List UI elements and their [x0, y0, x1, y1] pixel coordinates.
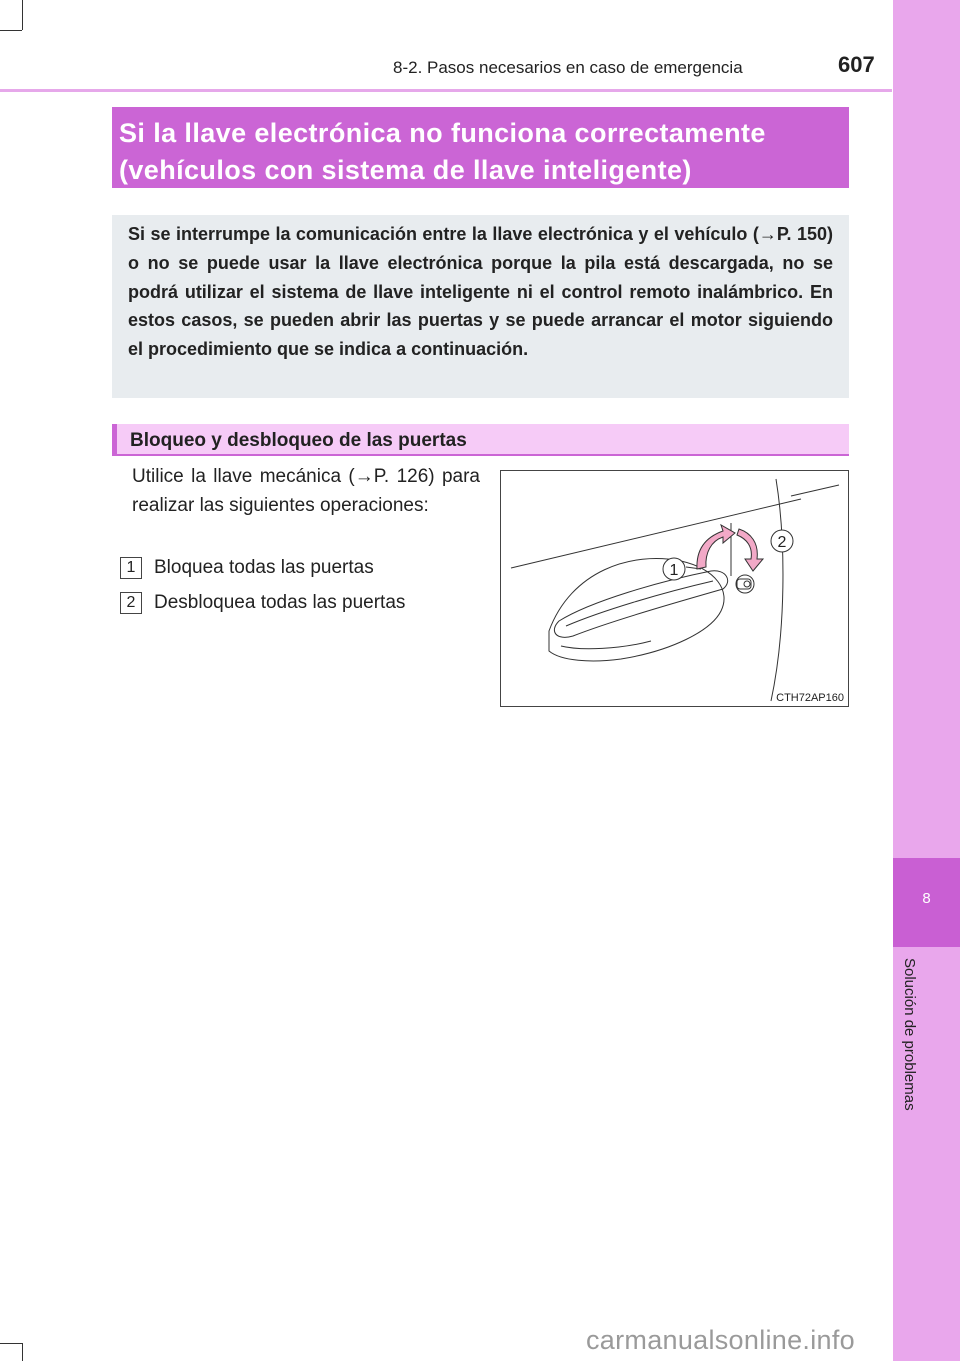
crop-mark: [22, 0, 23, 30]
intro-box: [112, 215, 849, 398]
door-edge-line: [771, 479, 783, 701]
body-crease-line: [791, 485, 839, 496]
chapter-title: Solución de problemas: [901, 958, 918, 1111]
door-handle-figure: [500, 470, 849, 707]
section-heading-bar: [112, 424, 117, 456]
crop-mark: [0, 30, 22, 31]
lock-arrow: [697, 525, 735, 569]
step-text: Desbloquea todas las puertas: [154, 592, 406, 613]
door-handle: [554, 571, 727, 638]
figure-code: CTH72AP160: [776, 692, 844, 704]
step-number: 1: [120, 557, 142, 579]
step-item: [120, 592, 405, 614]
page-title: [112, 107, 849, 189]
unlock-arrow: [737, 529, 763, 571]
chapter-number: 8: [922, 890, 931, 907]
intro-text: Si se interrumpe la comunicación entre la llave electrónica y el vehículo (→P. 150) o no se puede usar la llave electrónica porque la pila está descargada, no se podrá utilizar el sistema de llave inteligente ni el control remoto inalámbrico. En estos casos, se pueden abrir las puertas y se puede arrancar el motor siguiendo el procedimiento que se indica a continuación.: [128, 224, 833, 360]
handle-highlight: [566, 581, 713, 626]
step-text: Bloquea todas las puertas: [154, 557, 374, 578]
step-item: [120, 557, 374, 579]
section-heading-underline: [112, 454, 849, 456]
section-header: 8-2. Pasos necesarios en caso de emergencia: [393, 58, 743, 77]
page-number: 607: [838, 52, 875, 77]
watermark: carmanualsonline.info: [586, 1325, 855, 1355]
page-title-line-1: Si la llave electrónica no funciona correctamente: [119, 118, 766, 148]
chapter-side-tab: [893, 0, 960, 1361]
section-body: Utilice la llave mecánica (→P. 126) para realizar las siguientes operaciones:: [132, 466, 480, 516]
section-heading: [112, 424, 849, 456]
header-rule: [0, 89, 892, 92]
recess-shadow-line: [561, 641, 651, 649]
callout-2-label: 2: [777, 534, 787, 551]
crop-mark: [0, 1343, 22, 1344]
page-title-banner: [112, 107, 849, 188]
section-heading-text: Bloqueo y desbloqueo de las puertas: [130, 430, 467, 451]
door-handle-illustration: [501, 471, 850, 708]
step-number: 2: [120, 592, 142, 614]
page-title-line-2: (vehículos con sistema de llave inteligente): [119, 155, 692, 185]
callout-1-label: 1: [669, 562, 679, 579]
crop-mark: [22, 1343, 23, 1361]
